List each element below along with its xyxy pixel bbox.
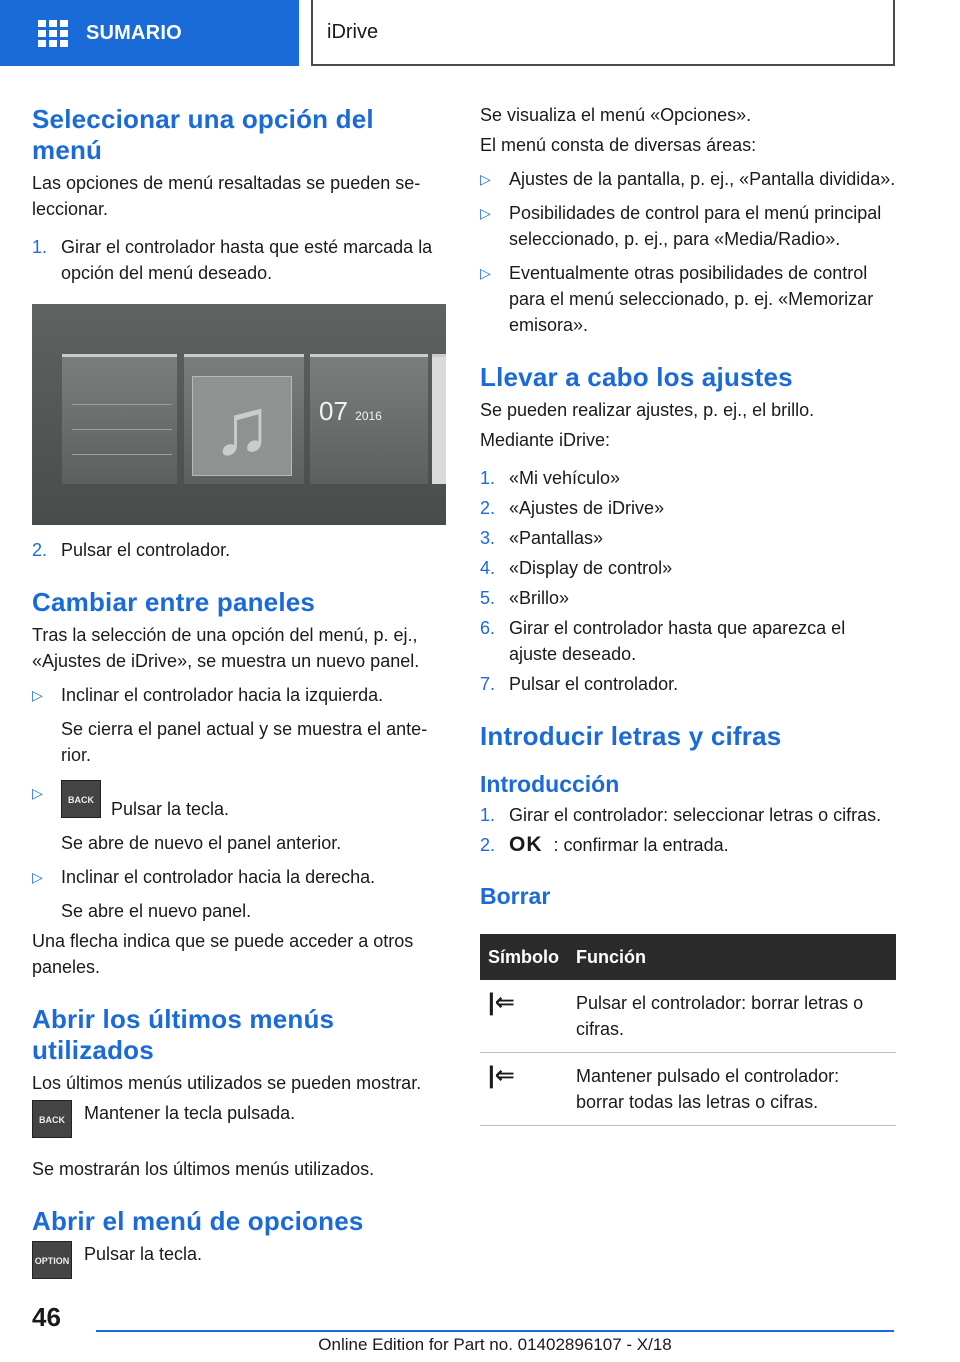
step-text: «Brillo» (509, 588, 570, 608)
step-item (480, 465, 896, 491)
step-number: 2. (480, 835, 496, 855)
heading-options-menu: Abrir el menú de opciones (32, 1206, 364, 1236)
bullet-subtext: Se abre de nuevo el panel anterior. (61, 833, 342, 853)
step-text: Girar el controlador hasta que aparezca el ajuste deseado. (509, 618, 846, 664)
paragraph-select-option: Las opciones de menú resaltadas se pueden seleccionar. (32, 173, 421, 219)
step-item (480, 585, 896, 611)
triangle-bullet-icon: ▷ (32, 687, 43, 703)
triangle-bullet-icon: ▷ (32, 869, 43, 885)
paragraph-areas: El menú consta de diversas áreas: (480, 135, 757, 155)
step-text: «Ajustes de iDrive» (509, 498, 665, 518)
step-number: 5. (480, 588, 496, 608)
paragraph-arrow: Una flecha indica que se puede acceder a otros paneles. (32, 931, 414, 977)
step-item (480, 802, 896, 828)
step-text: «Pantallas» (509, 528, 604, 548)
paragraph-switch-panels: Tras la selección de una opción del menú, p. ej., «Ajustes de iDrive», se muestra un nuevo panel. (32, 625, 420, 671)
delete-all-icon: |⇐ (488, 1062, 515, 1089)
triangle-bullet-icon: ▷ (480, 205, 491, 221)
paragraph-settings: Se pueden realizar ajustes, p. ej., el brillo. (480, 400, 815, 420)
triangle-bullet-icon: ▷ (480, 265, 491, 281)
bullet-subtext: Se abre el nuevo panel. (61, 901, 252, 921)
heading-recent-menus: Abrir los últimos menús utilizados (32, 1004, 335, 1065)
options-key-instruction (32, 1241, 446, 1279)
table-header-function: Función (568, 934, 896, 980)
bullet-subtext: Se cierra el panel actual y se muestra el anterior. (61, 719, 428, 765)
step-text: «Display de control» (509, 558, 673, 578)
bullet-text: Pulsar la tecla. (111, 799, 230, 819)
step-item (480, 671, 896, 697)
step-number: 6. (480, 618, 496, 638)
page-number: 46 (32, 1302, 61, 1332)
screen-date: 07 2016 (319, 396, 382, 426)
table-cell-function: Pulsar el controlador: borrar letras o cifras. (568, 980, 896, 1053)
top-navigation-bar (0, 0, 960, 66)
idrive-screen-image (32, 304, 446, 525)
screen-panel-vehicle (62, 354, 177, 484)
heading-delete: Borrar (480, 883, 551, 909)
step-number: 3. (480, 528, 496, 548)
option-key-icon: OPTION (32, 1241, 72, 1279)
table-cell-function: Mantener pulsado el controlador: borrar todas las letras o cifras. (568, 1053, 896, 1126)
heading-select-option: Seleccionar una opción del menú (32, 104, 374, 165)
triangle-bullet-icon: ▷ (32, 785, 43, 801)
paragraph-recent-result: Se mostrarán los últimos menús utilizados. (32, 1159, 375, 1179)
bullet-item (480, 200, 896, 252)
step-number: 4. (480, 558, 496, 578)
step-item (480, 832, 896, 858)
step-item (480, 615, 896, 667)
heading-settings: Llevar a cabo los ajustes (480, 362, 793, 392)
paragraph-recent-menus: Los últimos menús utilizados se pueden mostrar. (32, 1073, 422, 1093)
footer-edition: Online Edition for Part no. 01402896107 - X/18 (318, 1335, 672, 1354)
table-header-symbol: Símbolo (480, 934, 568, 980)
step-number: 1. (480, 805, 496, 825)
step-number: 2. (480, 498, 496, 518)
bullet-text: Inclinar el controlador hacia la izquierda. (61, 685, 384, 705)
sumario-tab[interactable] (0, 0, 299, 66)
sumario-label: SUMARIO (86, 21, 182, 44)
step-item (480, 525, 896, 551)
step-text: Girar el controlador hasta que esté marcada la opción del menú deseado. (61, 237, 433, 283)
bullet-item (32, 682, 446, 708)
key-instruction-text: Pulsar la tecla. (84, 1244, 203, 1264)
recent-key-instruction (32, 1100, 446, 1138)
step-number: 2. (32, 540, 48, 560)
bullet-item (480, 166, 896, 192)
step-text: : confirmar la entrada. (553, 835, 729, 855)
ok-icon: OK (509, 833, 543, 856)
left-column (32, 100, 446, 1279)
right-column (480, 100, 896, 1126)
key-instruction-text: Mantener la tecla pulsada. (84, 1103, 296, 1123)
bullet-item (480, 260, 896, 338)
heading-letters-digits: Introducir letras y cifras (480, 721, 782, 751)
bullet-text: Ajustes de la pantalla, p. ej., «Pantalla dividida». (509, 169, 896, 189)
music-note-icon: ♫ (192, 376, 292, 476)
step-text: Pulsar el controlador. (509, 674, 679, 694)
bullet-item (32, 780, 446, 822)
section-label: iDrive (327, 20, 379, 43)
step-number: 1. (32, 237, 48, 257)
table-row (480, 980, 896, 1053)
step-item (32, 234, 446, 286)
bullet-text: Inclinar el controlador hacia la derecha. (61, 867, 376, 887)
step-item (480, 495, 896, 521)
heading-introduction: Introducción (480, 771, 620, 797)
step-item (480, 555, 896, 581)
step-text: Pulsar el controlador. (61, 540, 231, 560)
back-key-icon: BACK (61, 780, 101, 818)
step-number: 1. (480, 468, 496, 488)
back-key-icon: BACK (32, 1100, 72, 1138)
triangle-bullet-icon: ▷ (480, 171, 491, 187)
step-text: «Mi vehículo» (509, 468, 621, 488)
paragraph-options-shown: Se visualiza el menú «Opciones». (480, 105, 752, 125)
symbol-table (480, 934, 896, 1126)
table-header-row (480, 934, 896, 980)
heading-switch-panels: Cambiar entre paneles (32, 587, 316, 617)
step-item (32, 537, 446, 563)
bullet-text: Posibilidades de control para el menú principal seleccionado, p. ej., para «Media/Radio». (509, 203, 882, 249)
grid-menu-icon (38, 20, 68, 46)
footer-divider (96, 1330, 894, 1332)
table-row (480, 1053, 896, 1126)
screen-panel-next (432, 354, 446, 484)
step-text: Girar el controlador: seleccionar letras o cifras. (509, 805, 882, 825)
step-number: 7. (480, 674, 496, 694)
bullet-item (32, 864, 446, 890)
section-tab-idrive[interactable] (311, 0, 895, 66)
bullet-text: Eventualmente otras posibilidades de control para el menú seleccionado, p. ej. «Memorizar emisora». (509, 263, 874, 335)
paragraph-via-idrive: Mediante iDrive: (480, 430, 611, 450)
delete-icon: |⇐ (488, 989, 515, 1016)
